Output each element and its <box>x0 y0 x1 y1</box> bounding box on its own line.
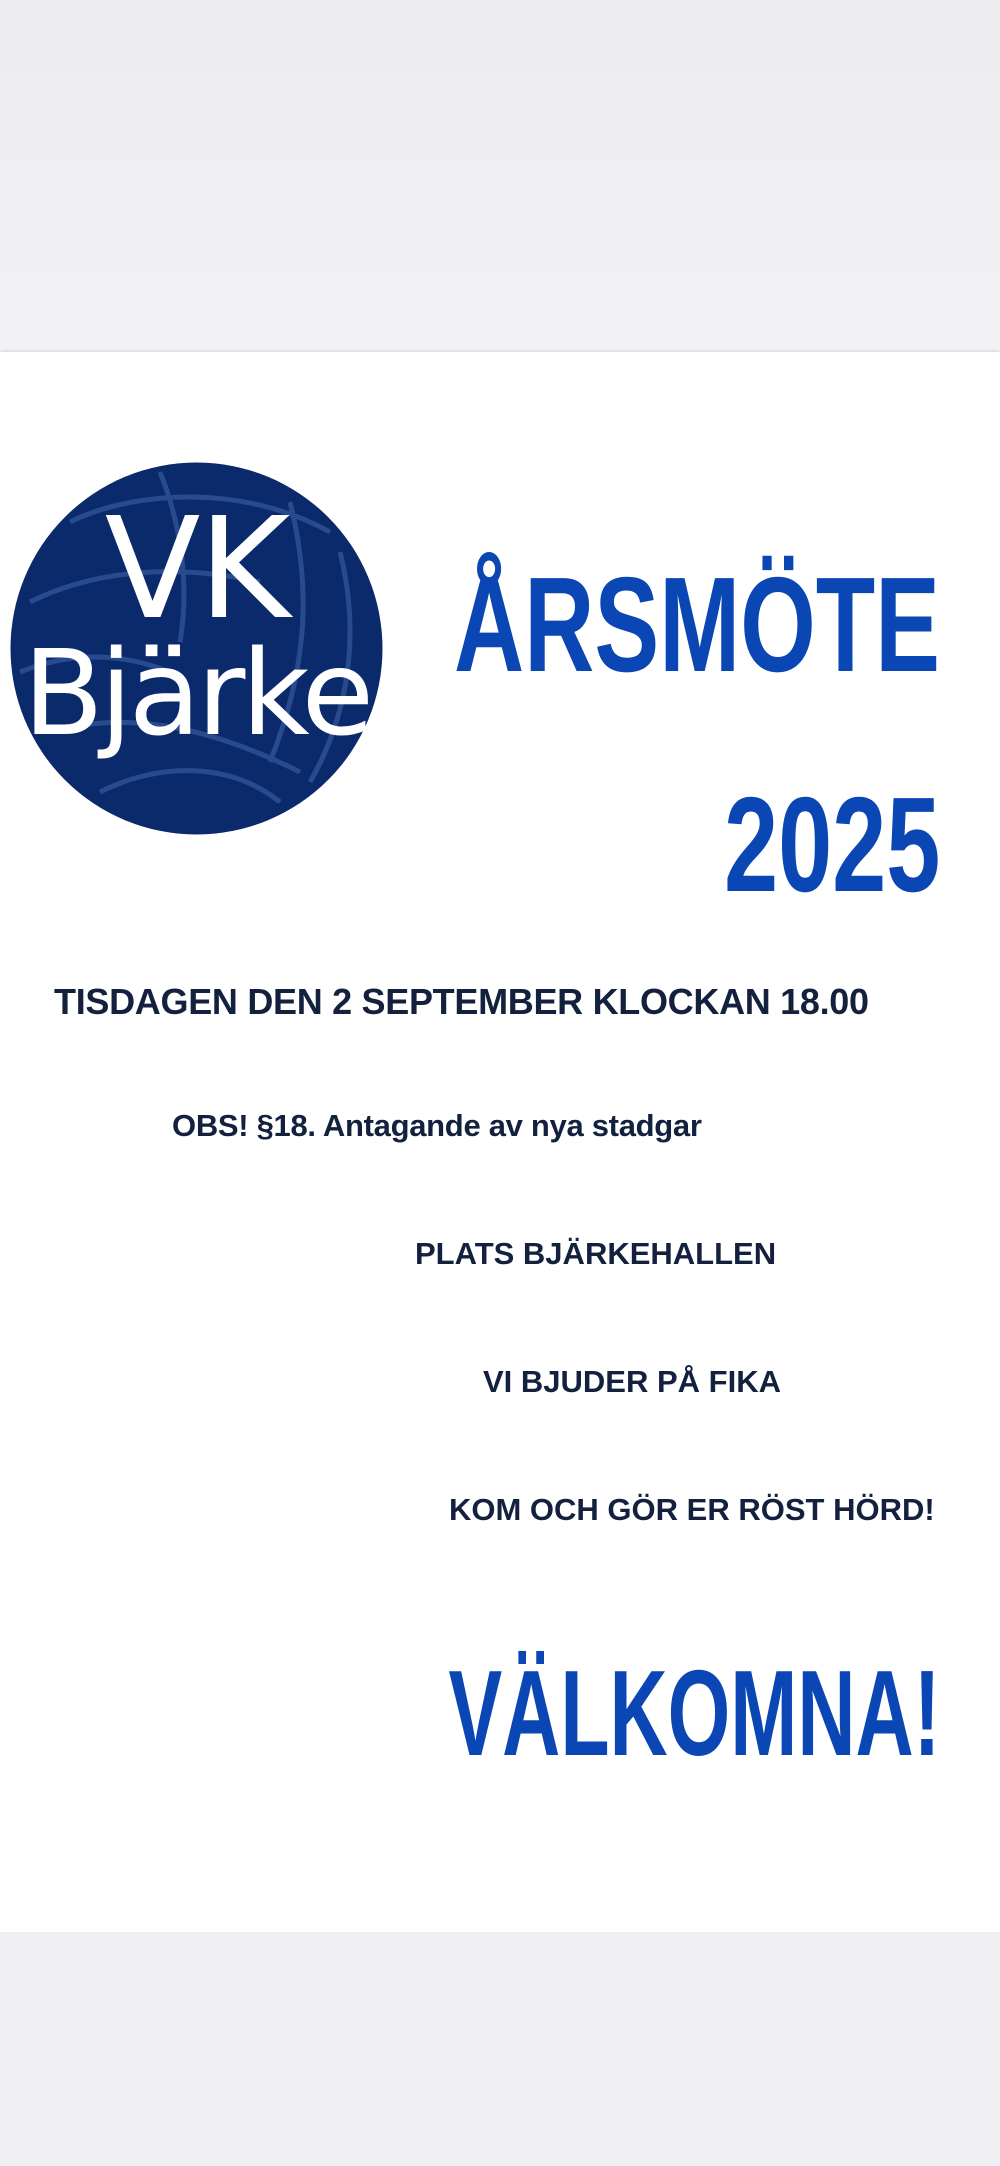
logo-text-bjarke: Bjärke <box>22 624 371 762</box>
top-background <box>0 0 1000 352</box>
voice-note: KOM OCH GÖR ER RÖST HÖRD! <box>449 1492 935 1527</box>
obs-note: OBS! §18. Antagande av nya stadgar <box>172 1108 702 1143</box>
title-arsmote: ÅRSMÖTE <box>453 549 940 700</box>
title-year: 2025 <box>723 769 940 920</box>
bottom-background <box>0 1932 1000 2166</box>
meeting-place: PLATS BJÄRKEHALLEN <box>415 1236 777 1271</box>
meeting-date: TISDAGEN DEN 2 SEPTEMBER KLOCKAN 18.00 <box>54 981 869 1022</box>
fika-note: VI BJUDER PÅ FIKA <box>483 1364 781 1399</box>
logo-text-vk: VK <box>104 488 289 651</box>
poster <box>0 352 1000 1932</box>
welcome-text: VÄLKOMNA! <box>447 1645 940 1781</box>
club-logo <box>10 462 383 835</box>
